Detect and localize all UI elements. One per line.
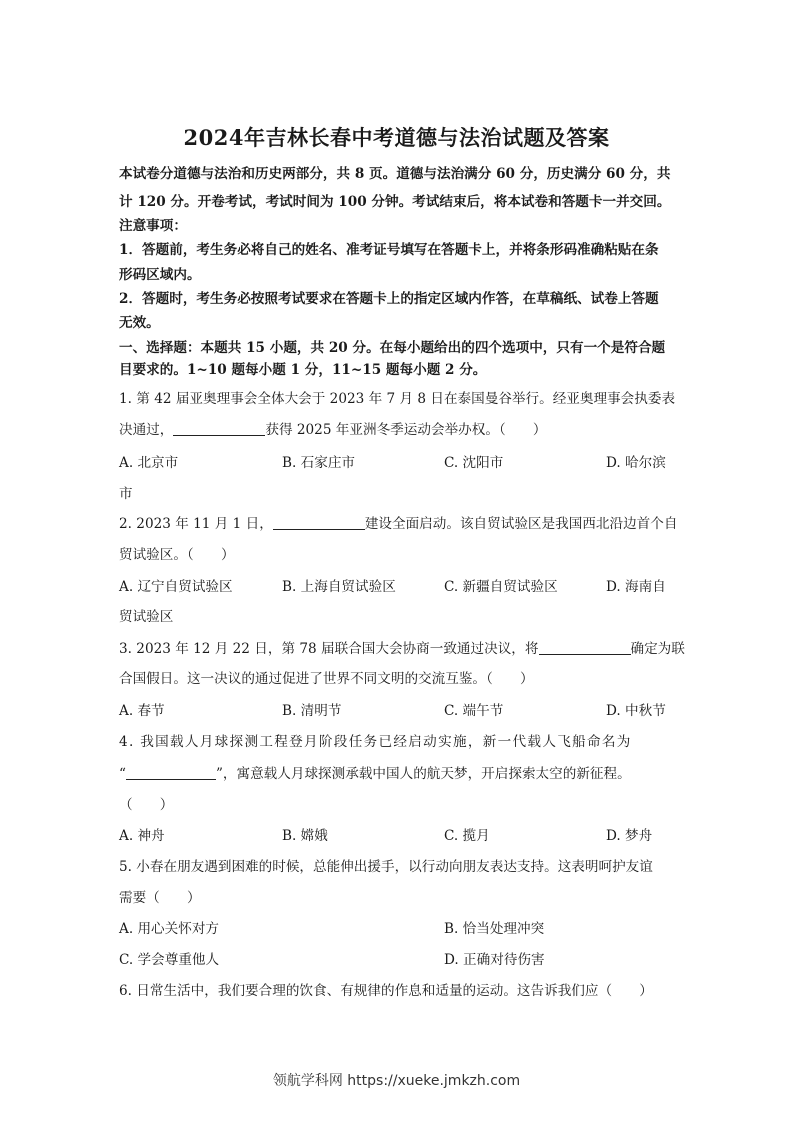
- option-b: B. 石家庄市: [282, 455, 356, 471]
- question-1-text: [119, 418, 547, 438]
- footer-watermark: 领航学科网 https://xueke.jmkzh.com: [272, 1073, 521, 1089]
- option-d-wrap: 市: [119, 486, 133, 502]
- option-c: C. 端午节: [444, 703, 504, 719]
- question-5-text: 5. 小春在朋友遇到困难的时候，总能伸出援手，以行动向朋友表达支持。这表明呵护友谊: [119, 859, 653, 875]
- question-text: 3. 2023 年 12 月 22 日，第 78 届联合国大会协商一致通过决议，将: [119, 641, 539, 657]
- question-text: 建设全面启动。该自贸试验区是我国西北沿边首个自: [364, 516, 678, 532]
- question-text: 确定为联: [630, 641, 685, 657]
- notes-heading: 注意事项：: [119, 218, 187, 234]
- intro-line: 本试卷分道德与法治和历史两部分，共 8 页。道德与法治满分 60 分，历史满分 60 分，共: [119, 166, 671, 182]
- option-d: D. 中秋节: [606, 703, 666, 719]
- option-d: D. 海南自: [606, 579, 666, 595]
- question-2-text: 贸试验区。（ ）: [119, 547, 235, 563]
- option-c: C. 新疆自贸试验区: [444, 579, 558, 595]
- question-text: ”，寓意载人月球探测承载中国人的航天梦，开启探索太空的新征程。: [215, 766, 631, 782]
- answer-blank: [126, 766, 216, 780]
- option-c: C. 学会尊重他人: [119, 952, 220, 968]
- question-4-text: [119, 762, 631, 782]
- question-6-text: 6. 日常生活中，我们要合理的饮食、有规律的作息和适量的运动。这告诉我们应（ ）: [119, 983, 653, 999]
- note-line: 2．答题时，考生务必按照考试要求在答题卡上的指定区域内作答，在草稿纸、试卷上答题: [119, 291, 659, 307]
- section-heading: 目要求的。1~10 题每小题 1 分，11~15 题每小题 2 分。: [119, 362, 487, 378]
- option-b: B. 上海自贸试验区: [282, 579, 396, 595]
- option-a: A. 北京市: [119, 455, 179, 471]
- question-2-text: [119, 512, 677, 532]
- question-4-text: （ ）: [119, 797, 174, 813]
- answer-blank: [539, 641, 631, 655]
- option-c: C. 揽月: [444, 828, 490, 844]
- option-c: C. 沈阳市: [444, 455, 504, 471]
- section-heading: 一、选择题：本题共 15 小题，共 20 分。在每小题给出的四个选项中，只有一个是符合题: [119, 340, 666, 356]
- question-1-text: 1. 第 42 届亚奥理事会全体大会于 2023 年 7 月 8 日在泰国曼谷举行。经亚奥理事会执委表: [119, 391, 676, 407]
- option-d: D. 哈尔滨: [606, 455, 666, 471]
- question-text: 2. 2023 年 11 月 1 日，: [119, 516, 273, 532]
- question-text: 获得 2025 年亚洲冬季运动会举办权。（ ）: [265, 422, 547, 438]
- option-d: D. 梦舟: [606, 828, 653, 844]
- option-b: B. 嫦娥: [282, 828, 328, 844]
- note-line: 形码区域内。: [119, 267, 201, 283]
- option-d: D. 正确对待伤害: [444, 952, 545, 968]
- intro-line: 计 120 分。开卷考试，考试时间为 100 分钟。考试结束后，将本试卷和答题卡一并交回。: [119, 194, 671, 210]
- option-a: A. 辽宁自贸试验区: [119, 579, 233, 595]
- option-a: A. 用心关怀对方: [119, 921, 220, 937]
- option-d-wrap: 贸试验区: [119, 609, 174, 625]
- option-b: B. 恰当处理冲突: [444, 921, 545, 937]
- answer-blank: [273, 516, 365, 530]
- page-title: 2024年吉林长春中考道德与法治试题及答案: [183, 125, 610, 150]
- question-4-text: 4. 我国载人月球探测工程登月阶段任务已经启动实施，新一代载人飞船命名为: [119, 734, 632, 750]
- answer-blank: [173, 422, 265, 436]
- note-line: 1．答题前，考生务必将自己的姓名、准考证号填写在答题卡上，并将条形码准确粘贴在条: [119, 242, 659, 258]
- option-a: A. 神舟: [119, 828, 165, 844]
- option-b: B. 清明节: [282, 703, 342, 719]
- note-line: 无效。: [119, 315, 160, 331]
- question-5-text: 需要（ ）: [119, 890, 201, 906]
- question-text: “: [119, 766, 126, 782]
- question-3-text: [119, 637, 685, 657]
- question-text: 决通过，: [119, 422, 174, 438]
- option-a: A. 春节: [119, 703, 165, 719]
- question-3-text: 合国假日。这一决议的通过促进了世界不同文明的交流互鉴。（ ）: [119, 671, 534, 687]
